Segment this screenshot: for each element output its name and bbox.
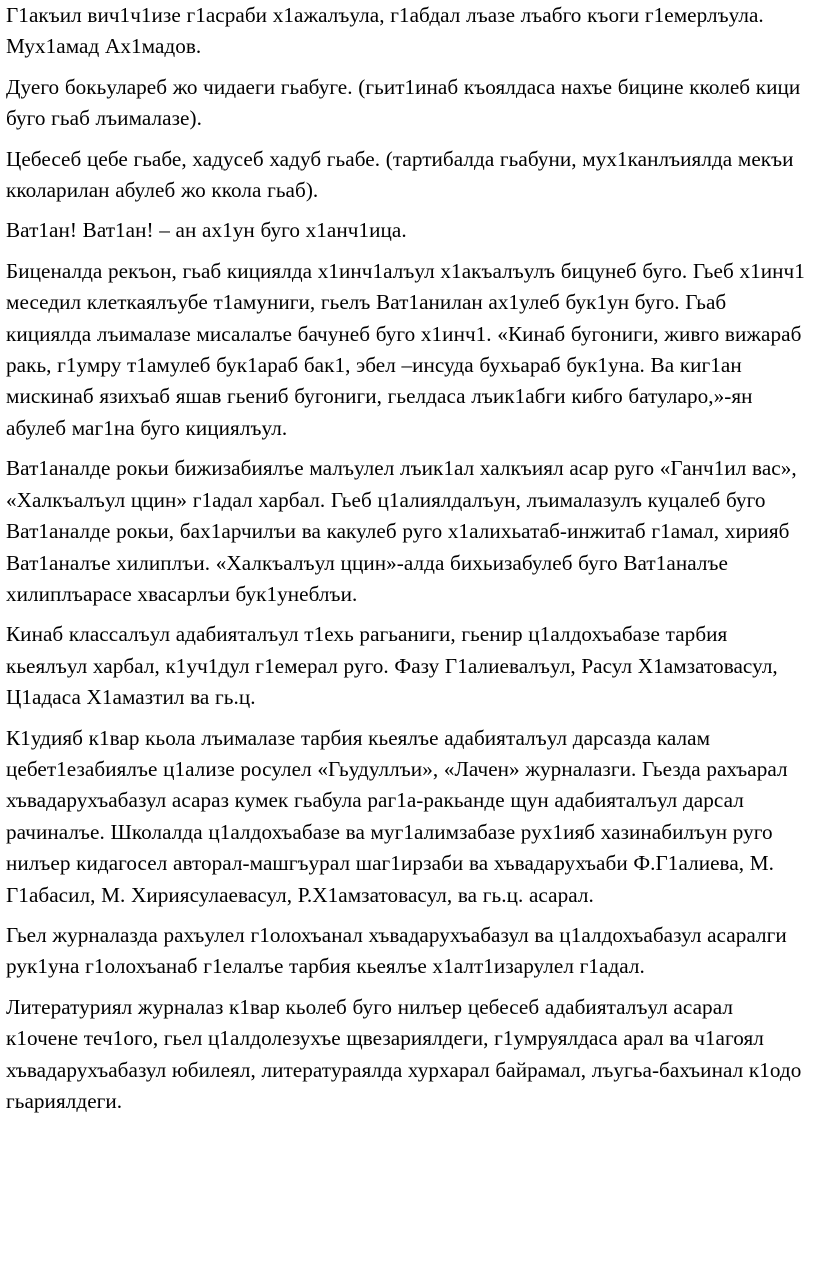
paragraph-proverb-mind: Г1акъил вич1ч1изе г1асраби х1ажалъула, г1абдал лъазе лъабго къоги г1емерлъула. Мух1амад Ах1мадов. — [6, 3, 764, 59]
paragraph-proverb-order: Цебесеб цебе гьабе, хадусеб хадуб гьабе. (тартибалда гьабуни, мух1канлъиялда мекъи кколарилан абулеб жо ккола гьаб). — [6, 146, 794, 203]
paragraph-textbooks: Кинаб классалъул адабияталъул т1ехь рагьаниги, гьенир ц1алдохъабазе тарбия кьеялъул харбал, к1уч1дул г1емерал руго. Фазу Г1алиевалъул, Расул Х1амзатовасул, Ц1адаса Х1амазтил ва гь.ц. — [6, 622, 778, 710]
paragraph-journals: К1удияб к1вар кьола лъималазе тарбия кьеялъе адабияталъул дарсазда калам цебет1езабиялъе ц1ализе росулел «Гьудуллъи», «Лачен» журналазги. Гьезда рахъарал хъвадарухъабазул асараз кумек гьабула раг1а-ракьанде щун адабияталъул дарсал рачиналъе. Школалда ц1алдохъабазе ва муг1алимзабазе рух1ияб хазинабилъун руго нилъер кидагосел авторал-машгъурал шаг1ирзаби ва хъвадарухъаби Ф.Г1алиева, М. Г1абасил, М. Хириясулаевасул, Р.Х1амзатовасул, ва гь.ц. асарал. — [6, 725, 788, 907]
paragraph-bird-explanation: Биценалда рекъон, гьаб кициялда х1инч1алъул х1акъалъулъ бицунеб буго. Гьеб х1инч1 меседил клеткаялъубе т1амуниги, гьелъ Ват1анилан ах1улеб бук1ун буго. Гьаб кициялда лъималазе мисалалъе бачунеб буго х1инч1. «Кинаб бугониги, живго вижараб ракь, г1умру т1амулеб бук1араб бак1, эбел –инсуда бухьараб бук1уна. Ва киг1ан мискинаб язихъаб яшав гьениб бугониги, гьелдаса лъик1абги кибго батуларо,»-ян абулеб маг1на буго кициялъул. — [6, 258, 805, 440]
paragraph-folk-stories: Ват1аналде рокьи бижизабиялъе малъулел лъик1ал халкъиял асар руго «Ганч1ил вас», «Халкъалъул ццин» г1адал харбал. Гьеб ц1алиялдалъун, лъималазулъ куцалеб буго Ват1аналде рокьи, бах1арчилъи ва какулеб руго х1алихьатаб-инжитаб г1амал, хирияб Ват1аналъе хилиплъи. «Халкъалъул ццин»-алда бихьизабулеб буго Ват1аналъе хилиплъарасе хвасарлъи бук1унеблъи. — [6, 456, 797, 606]
paragraph-literary-journals: Литературиял журналаз к1вар кьолеб буго нилъер цебесеб адабияталъул асарал к1очене теч1ого, гьел ц1алдолезухъе щвезариялдеги, г1умруялдаса арал ва ч1агоял хъвадарухъабазул юбилеял, литератураялда хурхарал байрамал, лъугьа-бахъинал к1одо гьариялдеги. — [6, 994, 802, 1113]
paragraph-proverb-homeland: Ват1ан! Ват1ан! – ан ах1ун буго х1анч1ица. — [6, 218, 407, 243]
paragraph-proverb-dont-do: Дуего бокьулареб жо чидаеги гьабуге. (гьит1инаб къоялдаса нахъе бицине кколеб кици буго гьаб лъималазе). — [6, 74, 801, 131]
paragraph-young-writers: Гьел журналазда рахъулел г1олохъанал хъвадарухъабазул ва ц1алдохъабазул асаралги рук1уна г1олохъанаб г1елалъе тарбия кьеялъе х1алт1изарулел г1адал. — [6, 922, 787, 979]
